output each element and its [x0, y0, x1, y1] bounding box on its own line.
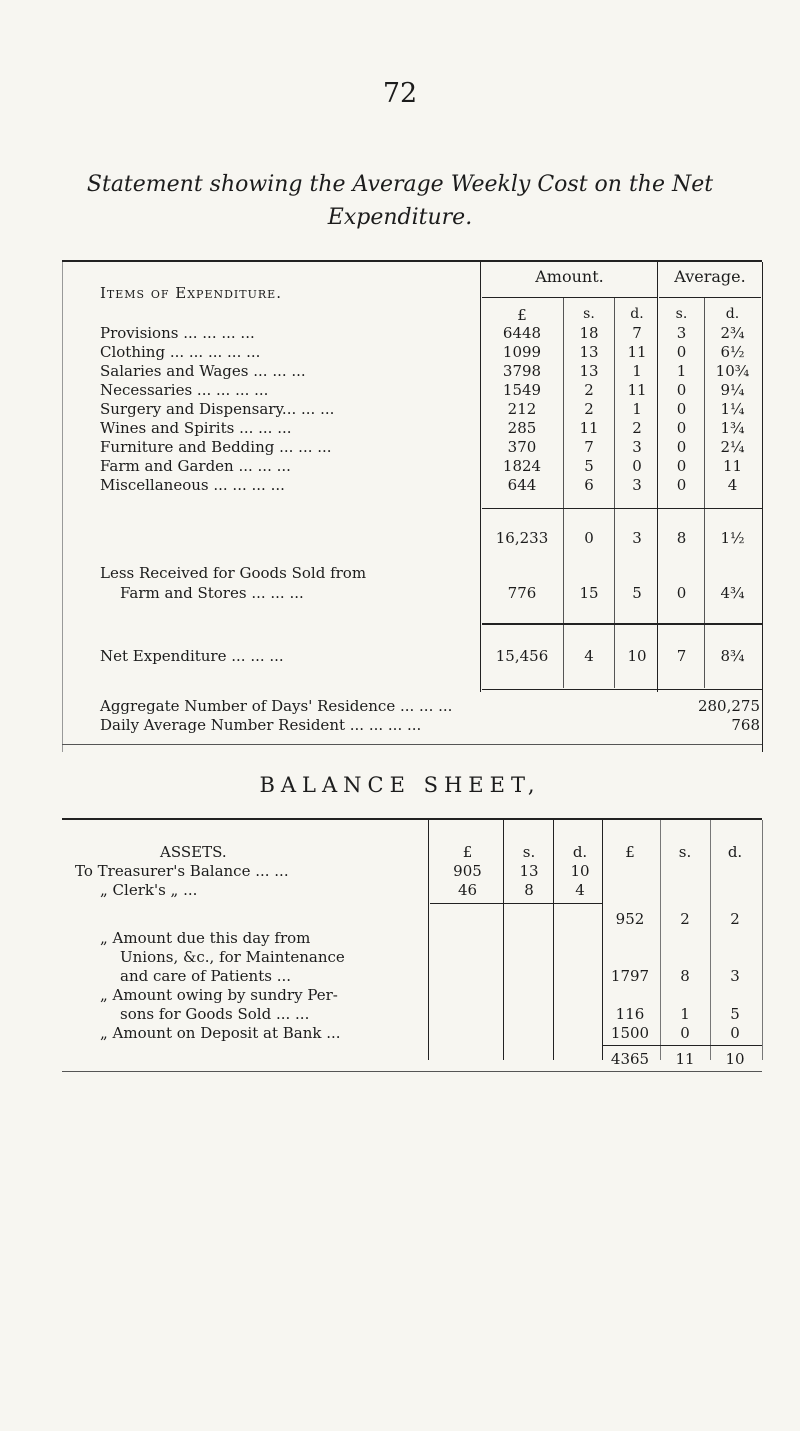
cell-avg-shillings: 0: [676, 381, 687, 399]
cell-pence: 7: [632, 324, 642, 342]
cell-shillings: 13: [579, 362, 599, 380]
cell-pounds: 212: [507, 400, 537, 418]
cell-pounds: 3798: [502, 362, 542, 380]
daily-value: 768: [731, 716, 760, 734]
cell-avg-pence: 4: [727, 476, 738, 494]
cash-total-pounds: 952: [615, 910, 645, 928]
subtotal-pence: 3: [632, 529, 642, 547]
grand-total-shillings: 11: [675, 1050, 695, 1068]
cell-pounds: 905: [453, 862, 482, 880]
row-label: Provisions ... ... ... ...: [100, 324, 255, 342]
unit-shillings: s.: [583, 306, 595, 322]
cell-shillings: 13: [579, 343, 599, 361]
cash-total-shillings: 2: [680, 910, 690, 928]
net-label: Net Expenditure ... ... ...: [100, 647, 284, 665]
cell-avg-shillings: 0: [676, 419, 687, 437]
net-shillings: 4: [584, 647, 594, 665]
subtotal-avg-pence: 1½: [720, 529, 745, 547]
cell-pence: 1: [632, 400, 642, 418]
net-bottom-rule: [482, 689, 762, 690]
net-rule: [482, 623, 762, 625]
cell-pence: 0: [632, 457, 642, 475]
bs-unit-pounds-total: £: [625, 843, 635, 861]
cell-pence: 10: [570, 862, 590, 880]
row-label: Surgery and Dispensary... ... ...: [100, 400, 335, 418]
cell-pounds: 644: [507, 476, 537, 494]
cell-avg-shillings: 0: [676, 400, 687, 418]
cell-shillings: 1: [680, 1005, 690, 1023]
amount-header: Amount.: [535, 267, 604, 286]
row-label: „ Amount owing by sundry Per-: [100, 986, 338, 1004]
daily-label: Daily Average Number Resident ... ... ... ...: [100, 716, 422, 734]
unit-avg-pence: d.: [725, 306, 740, 322]
cell-shillings: 11: [579, 419, 599, 437]
cell-avg-pence: 10¾: [715, 362, 750, 380]
cell-avg-shillings: 3: [676, 324, 687, 342]
row-label: Furniture and Bedding ... ... ...: [100, 438, 332, 456]
cell-avg-shillings: 0: [676, 343, 687, 361]
table-left-rule: [62, 262, 63, 752]
cell-avg-pence: 9¼: [720, 381, 745, 399]
grand-total-pounds: 4365: [610, 1050, 650, 1068]
cell-shillings: 2: [584, 381, 594, 399]
statement-title: Statement showing the Average Weekly Cost on the Net: [86, 172, 714, 197]
cash-total-pence: 2: [730, 910, 740, 928]
net-avg-pence: 8¾: [720, 647, 745, 665]
cell-pence: 1: [632, 362, 642, 380]
cell-avg-shillings: 0: [676, 438, 687, 456]
cell-avg-shillings: 1: [676, 362, 687, 380]
row-label: and care of Patients ...: [120, 967, 292, 985]
less-avg-pence: 4¾: [720, 584, 745, 602]
bs-col-rule: [428, 820, 429, 1060]
cell-pence: 3: [632, 438, 642, 456]
aggregate-label: Aggregate Number of Days' Residence ... ... ...: [100, 697, 453, 715]
bs-unit-shillings-total: s.: [678, 843, 692, 861]
cell-pence: 11: [627, 381, 647, 399]
unit-pence: d.: [630, 306, 644, 322]
page-number: 72: [382, 78, 418, 109]
cell-pence: 2: [632, 419, 642, 437]
cell-pence: 4: [575, 881, 585, 899]
bs-unit-pounds: £: [462, 843, 473, 861]
bs-right-rule: [762, 820, 763, 1060]
cell-avg-pence: 11: [722, 457, 743, 475]
subtotal-avg-shillings: 8: [676, 529, 687, 547]
cell-avg-pence: 1¼: [720, 400, 745, 418]
cell-pounds: 1797: [610, 967, 650, 985]
row-label: Salaries and Wages ... ... ...: [100, 362, 306, 380]
cell-shillings: 0: [680, 1024, 690, 1042]
cell-shillings: 6: [584, 476, 594, 494]
table-bottom-rule: [62, 744, 762, 745]
col-rule: [563, 298, 564, 688]
row-label: Necessaries ... ... ... ...: [100, 381, 269, 399]
row-label: To Treasurer's Balance ... ...: [75, 862, 289, 880]
unit-pounds: £: [517, 306, 527, 324]
cell-shillings: 8: [524, 881, 534, 899]
row-label: Wines and Spirits ... ... ...: [100, 419, 292, 437]
items-header: Items of Expenditure.: [100, 284, 282, 302]
row-label: Miscellaneous ... ... ... ...: [100, 476, 285, 494]
subtotal-shillings: 0: [584, 529, 594, 547]
row-label: Unions, &c., for Maintenance: [120, 948, 345, 966]
cell-shillings: 18: [579, 324, 599, 342]
bs-top-rule: [62, 818, 762, 820]
average-header: Average.: [674, 267, 746, 286]
subtotal-rule: [482, 508, 762, 509]
cell-shillings: 7: [584, 438, 594, 456]
bs-unit-pence: d.: [572, 843, 588, 861]
cell-shillings: 2: [584, 400, 594, 418]
less-pounds: 776: [507, 584, 537, 602]
row-label: „ Amount due this day from: [100, 929, 311, 947]
cash-subtotal-rule: [430, 903, 602, 904]
cell-pence: 0: [730, 1024, 740, 1042]
less-avg-shillings: 0: [676, 584, 687, 602]
cell-pounds: 116: [615, 1005, 645, 1023]
bs-unit-shillings: s.: [522, 843, 536, 861]
cell-pounds: 1500: [610, 1024, 650, 1042]
cell-avg-pence: 1¾: [720, 419, 745, 437]
cell-pounds: 370: [507, 438, 537, 456]
cell-avg-pence: 2¾: [720, 324, 745, 342]
amount-left-rule: [480, 262, 481, 692]
cell-shillings: 5: [584, 457, 594, 475]
cell-pounds: 6448: [502, 324, 542, 342]
cell-pence: 3: [730, 967, 740, 985]
grand-total-rule: [603, 1045, 762, 1046]
cell-pounds: 1099: [502, 343, 542, 361]
less-label-continued: Farm and Stores ... ... ...: [120, 584, 304, 602]
cell-avg-shillings: 0: [676, 457, 687, 475]
assets-header: ASSETS.: [160, 843, 227, 861]
row-label: „ Amount on Deposit at Bank ...: [100, 1024, 341, 1042]
cell-pence: 5: [730, 1005, 740, 1023]
cell-pence: 3: [632, 476, 642, 494]
less-pence: 5: [632, 584, 642, 602]
bs-col-rule: [553, 820, 554, 1060]
cell-avg-shillings: 0: [676, 476, 687, 494]
net-pence: 10: [627, 647, 647, 665]
cell-pence: 11: [627, 343, 647, 361]
average-header-rule: [659, 297, 761, 298]
aggregate-value: 280,275: [697, 697, 760, 715]
cell-shillings: 13: [519, 862, 539, 880]
cell-pounds: 1549: [502, 381, 542, 399]
subtotal-pounds: 16,233: [495, 529, 549, 547]
cell-avg-pence: 2¼: [720, 438, 745, 456]
col-rule: [614, 298, 615, 688]
table-right-rule: [762, 262, 763, 752]
cell-pounds: 46: [457, 881, 478, 899]
net-avg-shillings: 7: [676, 647, 687, 665]
row-label: sons for Goods Sold ... ...: [120, 1005, 310, 1023]
cell-avg-pence: 6½: [720, 343, 745, 361]
balance-sheet-title: BALANCE SHEET,: [259, 773, 541, 797]
amount-header-rule: [482, 297, 657, 298]
row-label: „ Clerk's „ ...: [100, 881, 198, 899]
grand-total-pence: 10: [725, 1050, 745, 1068]
less-label: Less Received for Goods Sold from: [100, 564, 367, 582]
statement-title-continued: Expenditure.: [327, 205, 473, 230]
less-shillings: 15: [579, 584, 599, 602]
row-label: Farm and Garden ... ... ...: [100, 457, 291, 475]
unit-avg-shillings: s.: [675, 306, 688, 322]
row-label: Clothing ... ... ... ... ...: [100, 343, 261, 361]
cell-pounds: 1824: [502, 457, 542, 475]
cell-shillings: 8: [680, 967, 690, 985]
bs-bottom-rule: [62, 1071, 762, 1072]
bs-unit-pence-total: d.: [727, 843, 743, 861]
cell-pounds: 285: [507, 419, 537, 437]
net-pounds: 15,456: [495, 647, 549, 665]
